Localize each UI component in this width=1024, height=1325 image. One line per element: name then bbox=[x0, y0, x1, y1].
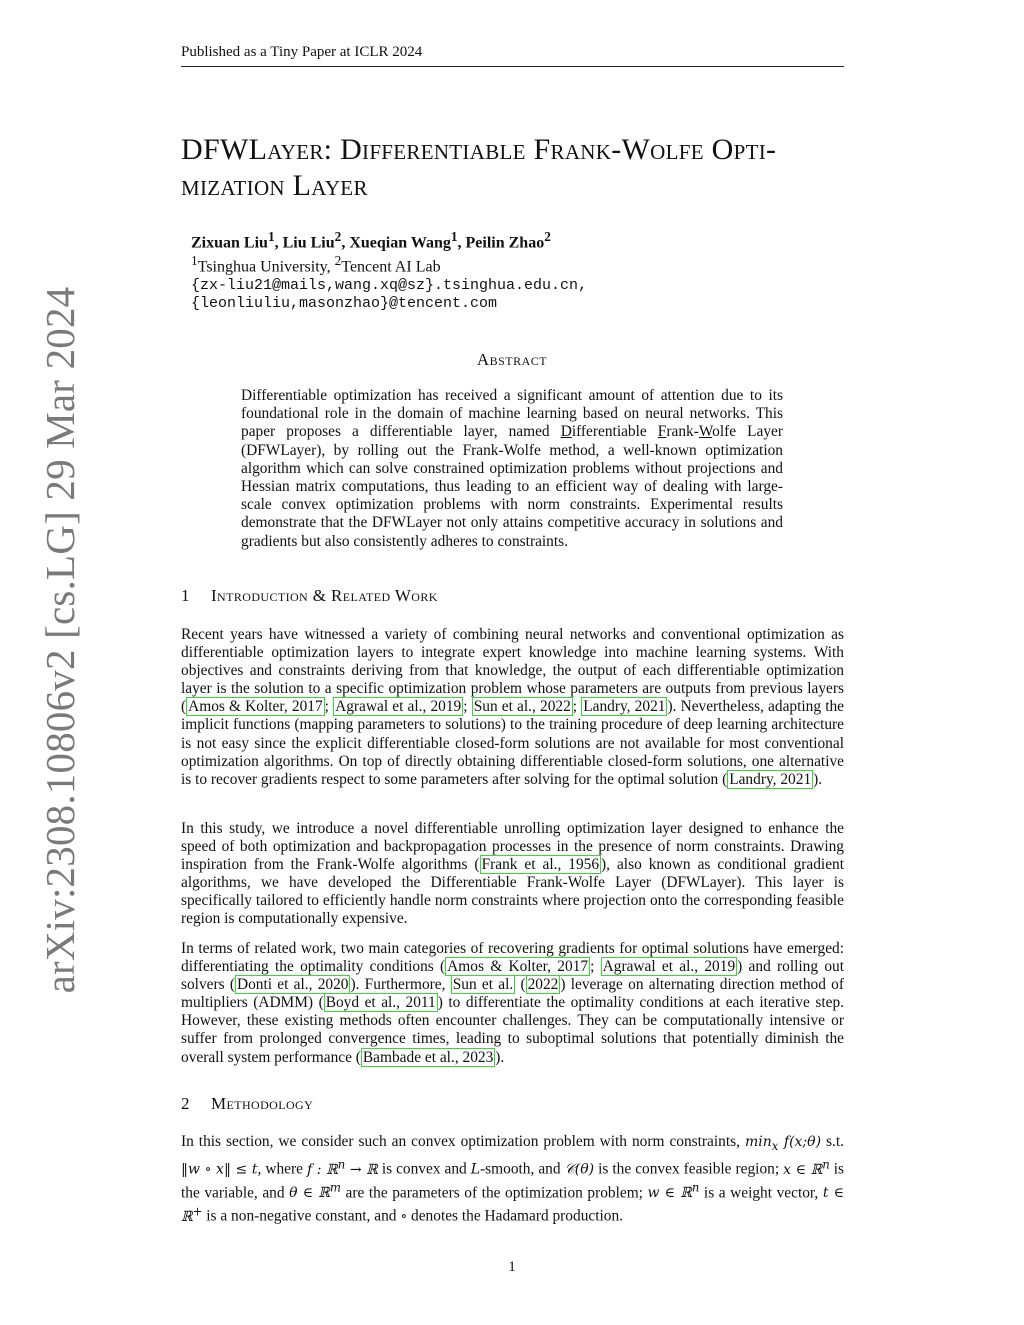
author-1: Zixuan Liu bbox=[191, 234, 268, 252]
email-line-1[interactable]: {zx-liu21@mails,wang.xq@sz}.tsinghua.edu.cn, bbox=[191, 276, 588, 294]
abstract-body: Differentiable optimization has received a significant amount of attention due to its foundational role in the domain of machine learning based on neural networks. This paper proposes a differentiable layer, named Differentiable Frank-Wolfe Layer (DFWLayer), by rolling out the Frank-Wolfe method, a well-known optimization algorithm which can solve constrained optimization problems without projections and Hessian matrix computations, thus leading to an efficient way of dealing with large-scale convex optimization problems with norm constraints. Experimental results demonstrate that the DFWLayer not only attains competitive accuracy in solutions and gradients but also consistently adheres to constraints. bbox=[241, 387, 784, 550]
author-2: Liu Liu bbox=[282, 234, 335, 252]
intro-paragraph-1: Recent years have witnessed a variety of combining neural networks and conventional optimization as differentiable optimization layers to integrate expert knowledge into machine learning systems. With objectives and constraints deriving from that knowledge, the output of each differentiable optimization layer is the solution to a specific optimization problem whose parameters are outputs from previous layers ( Amos & Kolter, 2017 ; Agrawal et al., 2019 ; Sun et al., 2022 ; Landry, 2021 ). Nevertheless, adapting the implicit functions (mapping parameters to solutions) to the training procedure of deep learning architecture is not easy since the explicit differentiable closed-form solutions are not available for most conventional optimization algorithms. On top of directly obtaining differentiable closed-form solutions, one alternative is to recover gradients respect to some parameters after solving for the optimal solution ( Landry, 2021 ). bbox=[181, 626, 845, 788]
abstract-heading: Abstract bbox=[476, 350, 548, 369]
affiliations: $^1$Tsinghua University, $^2$Tencent AI Lab bbox=[191, 253, 441, 276]
author-3: Xueqian Wang bbox=[349, 234, 451, 252]
paper-title bbox=[181, 132, 851, 204]
intro-paragraph-2: In this study, we introduce a novel differentiable unrolling optimization layer designed to enhance the speed of both optimization and backpropagation processes in the presence of norm constraints. Drawing inspiration from the Frank-Wolfe algorithms ( Frank et al., 1956 ), also known as conditional gradient algorithms, we have developed the Differentiable Frank-Wolfe Layer (DFWLayer). This layer is specifically tailored to efficiently handle norm constraints where projection onto the corresponding feasible region is computationally expensive. bbox=[181, 820, 844, 928]
citation[interactable]: Landry, 2021 bbox=[583, 698, 666, 716]
author-4: Peilin Zhao bbox=[465, 234, 545, 252]
citation[interactable]: Sun et al., 2022 bbox=[473, 698, 571, 716]
affiliation-2: Tencent AI Lab bbox=[341, 258, 441, 276]
citation[interactable]: 2022 bbox=[527, 976, 559, 994]
method-paragraph-1: In this section, we consider such an convex optimization problem with norm constraints, $\min_x$ f(x;θ) s.t. ‖w ∘ x‖ ≤ t, where f : ℝ$^n$ → ℝ is convex and L-smooth, and 𝒞(θ) is the convex feasible region; x ∈ ℝ$^n$ is the variable, and θ ∈ ℝ$^m$ are the parameters of the optimization problem; w ∈ ℝ$^n$ is a weight vector, t ∈ ℝ+ is a non-negative constant, and ∘ denotes the Hadamard production. bbox=[181, 1133, 845, 1226]
page-number: 1 bbox=[508, 1259, 516, 1275]
author-names: Zixuan Liu$^1$, Liu Liu$^2$, Xueqian Wang$^1$, Peilin Zhao$^2$ bbox=[191, 229, 551, 252]
citation[interactable]: Donti et al., 2020 bbox=[236, 976, 349, 994]
citation[interactable]: Amos & Kolter, 2017 bbox=[188, 698, 323, 716]
arxiv-stamp: arXiv:2308.10806v2 [cs.LG] 29 Mar 2024 bbox=[37, 286, 83, 994]
citation[interactable]: Bambade et al., 2023 bbox=[362, 1048, 494, 1066]
author-4-affil: 2 bbox=[544, 229, 551, 244]
section-heading-2: 2 Methodology bbox=[181, 1094, 314, 1113]
citation[interactable]: Sun et al. bbox=[452, 976, 514, 994]
citation[interactable]: Frank et al., 1956 bbox=[481, 856, 600, 874]
affiliation-1: Tsinghua University, bbox=[197, 258, 335, 276]
citation[interactable]: Agrawal et al., 2019 bbox=[335, 698, 462, 716]
citation[interactable]: Amos & Kolter, 2017 bbox=[447, 958, 589, 976]
intro-paragraph-3: In terms of related work, two main categories of recovering gradients for optimal solutions have emerged: differentiating the optimality conditions ( Amos & Kolter, 2017 ; Agrawal et al., 2019 ) and rolling out solvers ( Donti et al., 2020 ). Furthermore, Sun et al. ( 2022 ) leverage on alternating direction method of multipliers (ADMM) ( Boyd et al., 2011 ) to differentiate the optimality conditions at each iterative step. However, these existing methods often encounter challenges. They can be computationally intensive or suffer from prolonged convergence times, leading to suboptimal solutions that potentially diminish the overall system performance ( Bambade et al., 2023 ). bbox=[181, 940, 845, 1066]
running-header: Published as a Tiny Paper at ICLR 2024 bbox=[181, 44, 844, 67]
author-1-affil: 1 bbox=[267, 229, 275, 244]
title-line-2: mization Layer bbox=[181, 169, 368, 202]
author-block bbox=[191, 228, 587, 313]
author-2-affil: 2 bbox=[334, 229, 342, 244]
title-line-1: DFWLayer: Differentiable Frank-Wolfe Opti- bbox=[181, 133, 777, 166]
email-line-2[interactable]: {leonliuliu,masonzhao}@tencent.com bbox=[191, 294, 498, 312]
section-heading-1: 1 Introduction & Related Work bbox=[181, 586, 438, 605]
citation[interactable]: Agrawal et al., 2019 bbox=[602, 958, 736, 976]
citation[interactable]: Landry, 2021 bbox=[729, 770, 812, 788]
author-3-affil: 1 bbox=[450, 229, 458, 244]
citation[interactable]: Boyd et al., 2011 bbox=[325, 994, 436, 1012]
